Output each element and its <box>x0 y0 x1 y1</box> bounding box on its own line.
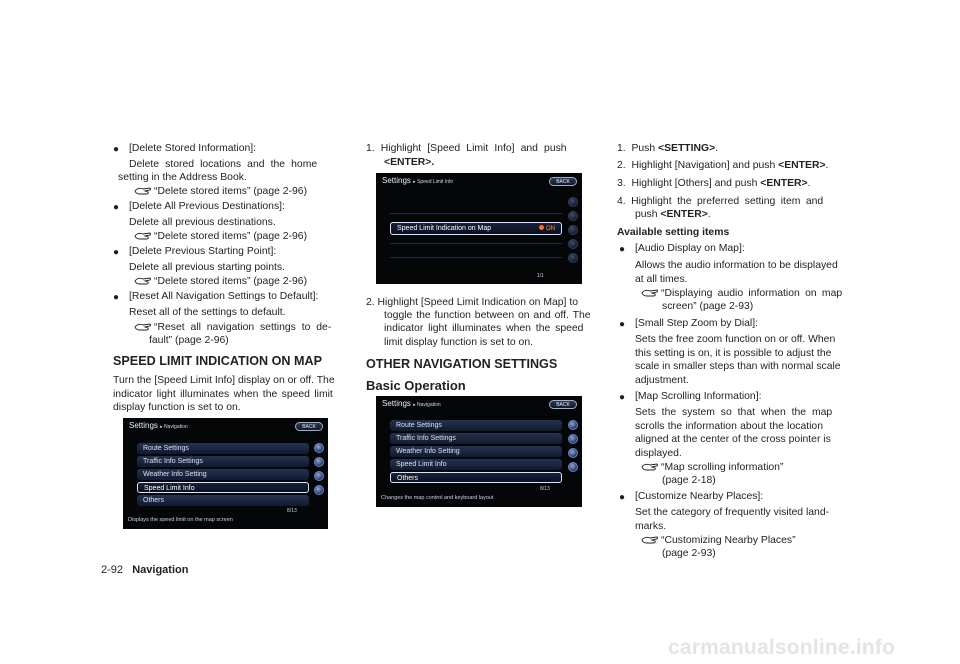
back-label: BACK <box>556 402 570 408</box>
page-indicator: 8/13 <box>287 508 297 514</box>
setting-item-label: [Customize Nearby Places]: <box>635 491 764 502</box>
setting-item-label: [Delete All Previous Destinations]: <box>129 201 285 212</box>
paragraph-line: Turn the [Speed Limit Info] display on or off. The <box>113 375 335 386</box>
screen-subtitle: ▸ Speed Limit Info <box>413 179 454 185</box>
step-text <box>617 177 811 190</box>
scroll-icon[interactable] <box>568 434 578 444</box>
bullet: ● <box>113 292 120 303</box>
step-text: 2. Highlight [Speed Limit Indication on Map] to <box>366 297 578 308</box>
step-number: 1. <box>617 143 626 154</box>
bullet: ● <box>113 247 120 258</box>
setting-item-desc: Delete all previous starting points. <box>129 262 285 273</box>
setting-item-desc: Sets the system so that when the map <box>635 407 833 418</box>
scroll-icon[interactable] <box>314 471 324 481</box>
reference-text: “Displaying audio information on map <box>661 288 843 299</box>
row-label: Speed Limit Indication on Map <box>397 225 492 232</box>
scroll-icon[interactable] <box>568 225 578 235</box>
scroll-icon[interactable] <box>314 457 324 467</box>
back-button[interactable] <box>295 422 323 431</box>
reference-text: “Map scrolling information” <box>661 462 784 473</box>
setting-item-desc: setting in the Address Book. <box>118 172 247 183</box>
scroll-down-icon[interactable] <box>314 485 324 495</box>
toggle-state: ON <box>546 226 555 232</box>
setting-item-label: [Reset All Navigation Settings to Default]: <box>129 291 319 302</box>
speed-limit-settings-screenshot <box>376 173 582 284</box>
page-number: 2-92 <box>101 564 124 576</box>
paragraph-line: display function is set to on. <box>113 402 241 413</box>
screen-subtitle: ▸ Navigation <box>413 402 441 408</box>
paragraph-line: indicator light illuminates when the speed limit <box>113 389 333 400</box>
step-text <box>635 208 711 221</box>
setting-item-desc: scrolls the information about the location <box>635 421 823 432</box>
divider <box>390 257 562 258</box>
scroll-down-icon[interactable] <box>568 462 578 472</box>
nav-settings-screenshot <box>376 396 582 507</box>
subsection-heading: Available setting items <box>617 227 730 238</box>
step-text <box>617 142 718 155</box>
back-label: BACK <box>556 179 570 185</box>
page-footer <box>101 564 188 577</box>
reference-text: “Delete stored items” (page 2-96) <box>154 186 308 197</box>
key-label: <SETTING> <box>658 143 716 154</box>
key-label: <ENTER> <box>778 160 826 171</box>
step-text: 4. Highlight the preferred setting item and <box>617 196 824 207</box>
menu-row-selected[interactable]: Speed Limit Info <box>137 482 309 493</box>
setting-item-desc: aligned at the center of the cross pointer is <box>635 434 831 445</box>
key-label: <ENTER> <box>660 209 708 220</box>
menu-row[interactable]: Weather Info Setting <box>390 446 562 457</box>
scroll-icon[interactable] <box>568 448 578 458</box>
page-reference <box>641 460 783 474</box>
punctuation: . <box>707 209 711 220</box>
menu-row[interactable]: Route Settings <box>137 443 309 454</box>
step-text: toggle the function between on and off. The <box>384 310 591 321</box>
reference-pointer-icon <box>134 320 152 332</box>
setting-item-desc: this setting is on, it is possible to adjust the <box>635 348 832 359</box>
setting-item-label: [Map Scrolling Information]: <box>635 391 762 402</box>
page-reference <box>134 184 307 198</box>
setting-item-desc: Delete stored locations and the home <box>129 159 318 170</box>
page-indicator: 1/1 <box>537 273 544 279</box>
step-text: limit display function is set to on. <box>384 337 534 348</box>
screen-footer-text: Changes the map control and keyboard layout <box>381 495 494 501</box>
step-label: push <box>635 209 661 220</box>
bullet: ● <box>619 492 626 503</box>
setting-item-desc: at all times. <box>635 274 688 285</box>
scroll-down-icon[interactable] <box>568 253 578 263</box>
screen-title: Settings <box>129 421 158 430</box>
reference-pointer-icon <box>134 274 152 286</box>
step-text: indicator light illuminates when the speed <box>384 323 584 334</box>
reference-pointer-icon <box>641 286 659 298</box>
reference-text: screen” (page 2-93) <box>662 301 754 312</box>
key-label: <ENTER> <box>760 178 808 189</box>
step-text <box>617 159 828 172</box>
scroll-icon[interactable] <box>568 239 578 249</box>
indicator-light-icon <box>539 225 544 230</box>
menu-row[interactable]: Traffic Info Settings <box>137 456 309 467</box>
step-label: Highlight [Navigation] and push <box>631 160 779 171</box>
menu-row[interactable]: Others <box>137 495 309 506</box>
divider <box>390 213 562 214</box>
setting-item-desc: adjustment. <box>635 375 689 386</box>
setting-item-desc: Allows the audio information to be displayed <box>635 260 838 271</box>
setting-item-desc: Set the category of frequently visited land- <box>635 507 830 518</box>
step-label: Highlight [Others] and push <box>631 178 761 189</box>
setting-item-desc: marks. <box>635 521 667 532</box>
toggle-indicator <box>539 224 555 235</box>
screen-title: Settings <box>382 176 411 185</box>
scroll-up-icon[interactable] <box>568 420 578 430</box>
step-number: 2. <box>617 160 626 171</box>
scroll-up-icon[interactable] <box>314 443 324 453</box>
reference-pointer-icon <box>134 184 152 196</box>
screen-footer-text: Displays the speed limit on the map screen <box>128 517 233 523</box>
page-reference <box>641 286 842 300</box>
step-text: 1. Highlight [Speed Limit Info] and push <box>366 143 567 154</box>
nav-settings-screenshot <box>123 418 328 529</box>
reference-text: fault” (page 2-96) <box>149 335 229 346</box>
setting-item-desc: Delete all previous destinations. <box>129 217 276 228</box>
scroll-up-icon[interactable] <box>568 197 578 207</box>
back-button[interactable] <box>549 400 577 409</box>
reference-text: “Reset all navigation settings to de- <box>154 322 332 333</box>
bullet: ● <box>113 144 120 155</box>
reference-text: “Customizing Nearby Places” <box>661 535 796 546</box>
page-indicator: 8/13 <box>540 486 550 492</box>
page-reference <box>134 229 307 243</box>
speed-limit-row-selected[interactable] <box>390 222 562 235</box>
bullet: ● <box>619 244 626 255</box>
bullet: ● <box>113 202 120 213</box>
setting-item-desc: scale in smaller steps than with normal scale <box>635 361 841 372</box>
page-reference <box>134 320 331 334</box>
setting-item-desc: displayed. <box>635 448 682 459</box>
setting-item-label: [Small Step Zoom by Dial]: <box>635 318 758 329</box>
menu-row[interactable]: Traffic Info Settings <box>390 433 562 444</box>
reference-text: “Delete stored items” (page 2-96) <box>154 276 308 287</box>
screen-subtitle: ▸ Navigation <box>160 424 188 430</box>
reference-text: “Delete stored items” (page 2-96) <box>154 231 308 242</box>
setting-item-desc: Reset all of the settings to default. <box>129 307 286 318</box>
punctuation: . <box>807 178 811 189</box>
menu-row[interactable]: Route Settings <box>390 420 562 431</box>
page-reference <box>641 533 796 547</box>
menu-row[interactable]: Weather Info Setting <box>137 469 309 480</box>
punctuation: . <box>825 160 829 171</box>
reference-text: (page 2-93) <box>662 548 716 559</box>
section-heading: SPEED LIMIT INDICATION ON MAP <box>113 354 322 368</box>
bullet: ● <box>619 392 626 403</box>
reference-pointer-icon <box>641 460 659 472</box>
setting-item-label: [Delete Previous Starting Point]: <box>129 246 277 257</box>
page-reference <box>134 274 307 288</box>
punctuation: . <box>715 143 719 154</box>
reference-pointer-icon <box>641 533 659 545</box>
setting-item-label: [Delete Stored Information]: <box>129 143 257 154</box>
bullet: ● <box>619 319 626 330</box>
setting-item-desc: Sets the free zoom function on or off. When <box>635 334 836 345</box>
section-heading: OTHER NAVIGATION SETTINGS <box>366 357 558 371</box>
menu-row-selected[interactable]: Others <box>390 472 562 483</box>
menu-row[interactable]: Speed Limit Info <box>390 459 562 470</box>
step-text: <ENTER>. <box>384 157 435 168</box>
screen-title: Settings <box>382 399 411 408</box>
setting-item-label: [Audio Display on Map]: <box>635 243 745 254</box>
section-name: Navigation <box>132 564 189 576</box>
back-button[interactable] <box>549 177 577 186</box>
step-label: Push <box>631 143 659 154</box>
reference-pointer-icon <box>134 229 152 241</box>
watermark: carmanualsonline.info <box>668 636 896 659</box>
divider <box>390 243 562 244</box>
scroll-icon[interactable] <box>568 211 578 221</box>
step-number: 3. <box>617 178 626 189</box>
back-label: BACK <box>302 424 316 430</box>
subsection-heading: Basic Operation <box>366 378 466 393</box>
reference-text: (page 2-18) <box>662 475 716 486</box>
